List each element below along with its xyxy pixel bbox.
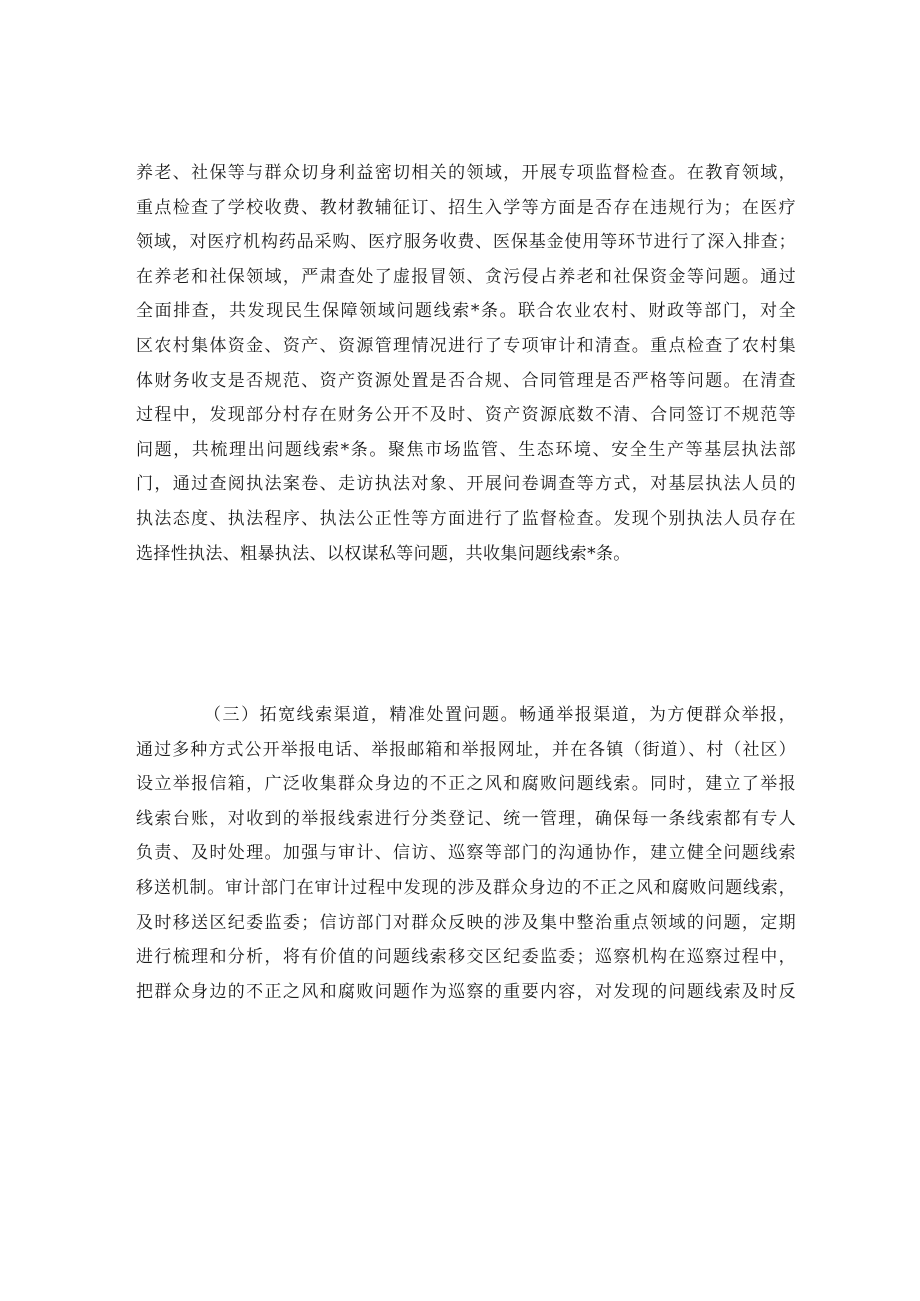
paragraph-line: 把群众身边的不正之风和腐败问题作为巡察的重要内容，对发现的问题线索及时反 (136, 981, 796, 1002)
paragraph-line: 在养老和社保领域，严肃查处了虚报冒领、贪污侵占养老和社保资金等问题。通过 (136, 266, 796, 287)
paragraph-line: 全面排查，共发现民生保障领域问题线索*条。联合农业农村、财政等部门，对全 (136, 301, 796, 322)
paragraph-line: 设立举报信箱，广泛收集群众身边的不正之风和腐败问题线索。同时，建立了举报 (136, 774, 796, 795)
paragraph-2 (136, 698, 796, 1009)
paragraph-line: 负责、及时处理。加强与审计、信访、巡察等部门的沟通协作，建立健全问题线索 (136, 843, 796, 864)
paragraph-1 (136, 156, 796, 571)
paragraph-line: 通过多种方式公开举报电话、举报邮箱和举报网址，并在各镇（街道）、村（社区） (136, 739, 796, 760)
paragraph-line: 过程中，发现部分村存在财务公开不及时、资产资源底数不清、合同签订不规范等 (136, 405, 796, 426)
paragraph-line: 门，通过查阅执法案卷、走访执法对象、开展问卷调查等方式，对基层执法人员的 (136, 474, 796, 495)
paragraph-line: 问题，共梳理出问题线索*条。聚焦市场监管、生态环境、安全生产等基层执法部 (136, 439, 796, 460)
paragraph-line: 重点检查了学校收费、教材教辅征订、招生入学等方面是否存在违规行为；在医疗 (136, 197, 796, 218)
paragraph-line: 体财务收支是否规范、资产资源处置是否合规、合同管理是否严格等问题。在清查 (136, 370, 796, 391)
paragraph-line: 养老、社保等与群众切身利益密切相关的领域，开展专项监督检查。在教育领域， (136, 163, 796, 183)
paragraph-line: 线索台账，对收到的举报线索进行分类登记、统一管理，确保每一条线索都有专人 (136, 808, 796, 829)
paragraph-line: 进行梳理和分析，将有价值的问题线索移交区纪委监委；巡察机构在巡察过程中， (136, 947, 796, 968)
paragraph-line: （三）拓宽线索渠道，精准处置问题。畅通举报渠道，为方便群众举报， (204, 705, 796, 725)
paragraph-line: 移送机制。审计部门在审计过程中发现的涉及群众身边的不正之风和腐败问题线索， (136, 877, 796, 898)
paragraph-line: 执法态度、执法程序、执法公正性等方面进行了监督检查。发现个别执法人员存在 (136, 508, 796, 529)
paragraph-line: 及时移送区纪委监委；信访部门对群众反映的涉及集中整治重点领域的问题，定期 (136, 912, 796, 933)
paragraph-line: 选择性执法、粗暴执法、以权谋私等问题，共收集问题线索*条。 (136, 543, 631, 564)
paragraph-line: 区农村集体资金、资产、资源管理情况进行了专项审计和清查。重点检查了农村集 (136, 335, 796, 356)
paragraph-line: 领域，对医疗机构药品采购、医疗服务收费、医保基金使用等环节进行了深入排查； (136, 232, 796, 253)
